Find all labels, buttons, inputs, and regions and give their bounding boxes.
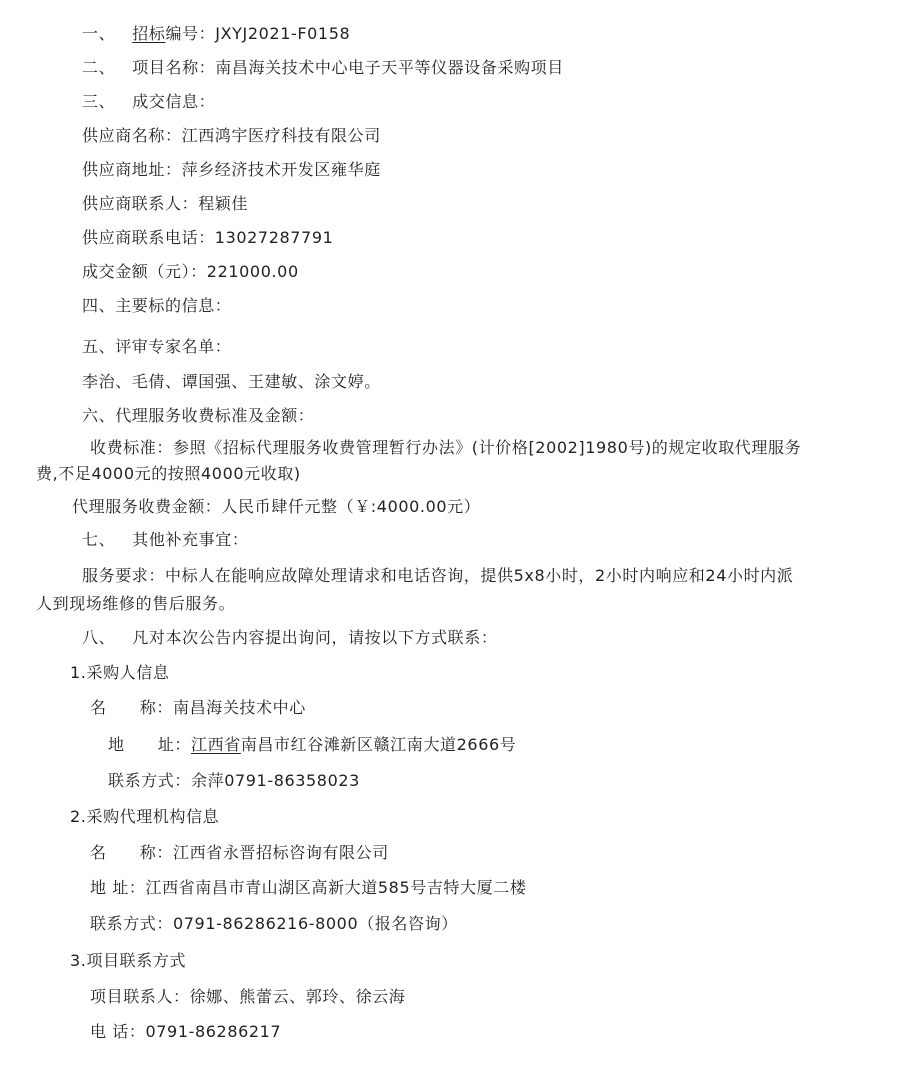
agency-name-value: 江西省永晋招标咨询有限公司 bbox=[173, 843, 389, 862]
project-phone-line: 电 话：0791-86286217 bbox=[90, 1022, 282, 1041]
supplier-contact-line: 供应商联系人：程颖佳 bbox=[82, 194, 249, 213]
project-name-value: 南昌海关技术中心电子天平等仪器设备采购项目 bbox=[215, 58, 564, 77]
section-number: 三、 bbox=[82, 92, 116, 111]
deal-info-label: 成交信息： bbox=[132, 92, 216, 111]
buyer-info-heading: 1.采购人信息 bbox=[70, 663, 170, 682]
section-number: 一、 bbox=[82, 24, 116, 43]
tender-label-underlined: 招标 bbox=[132, 24, 166, 43]
supplier-address-line: 供应商地址：萍乡经济技术开发区雍华庭 bbox=[82, 160, 381, 179]
buyer-address-province-underlined: 江西省 bbox=[191, 735, 241, 754]
project-name-label: 项目名称： bbox=[132, 58, 216, 77]
supplier-name-line: 供应商名称：江西鸿宇医疗科技有限公司 bbox=[82, 126, 381, 145]
section-number: 七、 bbox=[82, 530, 116, 549]
other-matters-heading bbox=[82, 530, 248, 550]
inquiry-label: 凡对本次公告内容提出询问，请按以下方式联系： bbox=[132, 628, 498, 647]
project-name-line bbox=[82, 58, 564, 78]
inquiry-heading bbox=[82, 628, 497, 648]
other-matters-label: 其他补充事宜： bbox=[132, 530, 249, 549]
section-number: 二、 bbox=[82, 58, 116, 77]
project-contact-heading: 3.项目联系方式 bbox=[70, 951, 187, 970]
fee-standard-line-1: 收费标准：参照《招标代理服务收费管理暂行办法》(计价格[2002]1980号)的规定收取代理服务 bbox=[90, 438, 802, 457]
buyer-address-label: 地 址： bbox=[108, 735, 192, 754]
agency-info-heading: 2.采购代理机构信息 bbox=[70, 807, 220, 826]
tender-number-value: JXYJ2021-F0158 bbox=[215, 24, 351, 43]
experts-list: 李治、毛倩、谭国强、王建敏、涂文婷。 bbox=[82, 372, 381, 391]
agency-name-line bbox=[90, 843, 389, 863]
buyer-name-value: 南昌海关技术中心 bbox=[173, 698, 306, 717]
experts-heading: 五、评审专家名单： bbox=[82, 337, 232, 356]
agency-contact-line: 联系方式：0791-86286216-8000（报名咨询） bbox=[90, 914, 458, 933]
agency-name-label: 名 称： bbox=[90, 843, 174, 862]
section-number: 八、 bbox=[82, 628, 116, 647]
fee-standard-line-2: 费,不足4000元的按照4000元收取) bbox=[36, 464, 301, 483]
buyer-address-value: 南昌市红谷滩新区赣江南大道2666号 bbox=[240, 735, 517, 754]
service-requirement-line-1: 服务要求：中标人在能响应故障处理请求和电话咨询，提供5x8小时，2小时内响应和24小时内派 bbox=[82, 566, 794, 585]
buyer-name-line bbox=[90, 698, 306, 718]
agency-fee-heading: 六、代理服务收费标准及金额： bbox=[82, 406, 315, 425]
buyer-contact-line: 联系方式：余萍0791-86358023 bbox=[108, 771, 360, 790]
fee-amount-line: 代理服务收费金额：人民币肆仟元整（￥:4000.00元） bbox=[72, 497, 481, 516]
supplier-phone-line: 供应商联系电话：13027287791 bbox=[82, 228, 334, 247]
deal-amount-line: 成交金额（元）：221000.00 bbox=[82, 262, 299, 281]
tender-label: 编号： bbox=[165, 24, 216, 43]
project-contact-people-line: 项目联系人：徐娜、熊蕾云、郭玲、徐云海 bbox=[90, 987, 406, 1006]
main-items-heading: 四、主要标的信息： bbox=[82, 296, 232, 315]
tender-number-line bbox=[82, 24, 350, 44]
deal-info-heading bbox=[82, 92, 215, 112]
service-requirement-line-2: 人到现场维修的售后服务。 bbox=[36, 594, 236, 613]
buyer-address-line bbox=[108, 735, 516, 755]
agency-address-line: 地 址：江西省南昌市青山湖区高新大道585号吉特大厦二楼 bbox=[90, 878, 527, 897]
buyer-name-label: 名 称： bbox=[90, 698, 174, 717]
